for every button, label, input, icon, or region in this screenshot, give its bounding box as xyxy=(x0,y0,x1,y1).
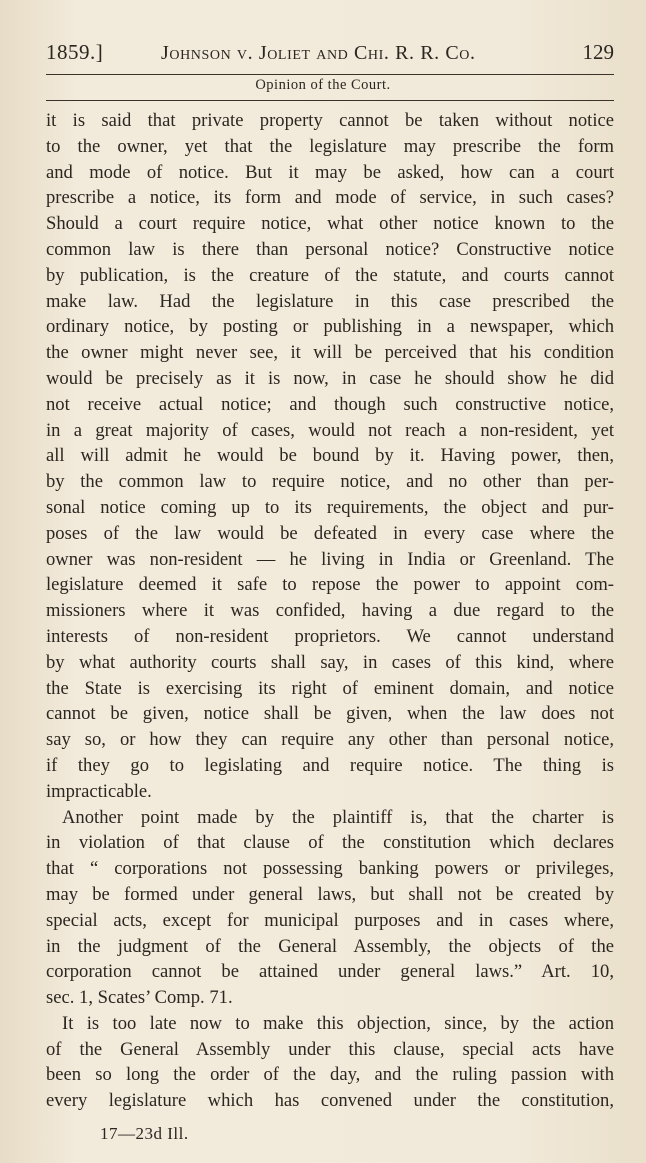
text-line: may be formed under general laws, but shall not be created by xyxy=(46,883,614,905)
text-line: every legislature which has convened under the constitution, xyxy=(46,1090,614,1112)
text-line: in a great majority of cases, would not reach a non-resident, yet xyxy=(46,419,614,441)
page-number: 129 xyxy=(582,40,614,64)
text-line: to the owner, yet that the legislature may prescribe the form xyxy=(46,135,614,157)
section-rule xyxy=(46,100,614,101)
running-header xyxy=(46,40,614,70)
text-line: it is said that private property cannot be taken without notice xyxy=(46,110,614,131)
text-line: owner was non-resident — he living in India or Greenland. The xyxy=(46,548,614,570)
text-line: if they go to legislating and require notice. The thing is xyxy=(46,754,614,776)
header-year: 1859.] xyxy=(46,40,104,64)
text-line: It is too late now to make this objection, since, by the action xyxy=(62,1012,614,1034)
text-line: Another point made by the plaintiff is, that the charter is xyxy=(62,806,614,828)
text-line: in the judgment of the General Assembly, the objects of the xyxy=(46,935,614,957)
running-title: Johnson v. Joliet and Chi. R. R. Co. xyxy=(161,42,476,64)
text-line: by publication, is the creature of the statute, and courts cannot xyxy=(46,264,614,286)
text-line: make law. Had the legislature in this case prescribed the xyxy=(46,290,614,312)
text-line: prescribe a notice, its form and mode of service, in such cases? xyxy=(46,187,614,209)
text-line: not receive actual notice; and though such constructive notice, xyxy=(46,393,614,415)
text-line: legislature deemed it safe to repose the power to appoint com- xyxy=(46,574,614,596)
text-line: by what authority courts shall say, in cases of this kind, where xyxy=(46,651,614,673)
section-heading: Opinion of the Court. xyxy=(255,77,391,93)
text-line: the State is exercising its right of eminent domain, and notice xyxy=(46,677,614,699)
text-line: common law is there than personal notice? Constructive notice xyxy=(46,238,614,260)
text-line: cannot be given, notice shall be given, when the law does not xyxy=(46,703,614,725)
text-line: Should a court require notice, what other notice known to the xyxy=(46,213,614,235)
body-text xyxy=(46,108,614,1114)
text-line: interests of non-resident proprietors. We cannot understand xyxy=(46,625,614,647)
text-line: corporation cannot be attained under general laws.” Art. 10, xyxy=(46,961,614,983)
text-line: ordinary notice, by posting or publishing in a newspaper, which xyxy=(46,316,614,338)
text-line: all will admit he would be bound by it. Having power, then, xyxy=(46,445,614,467)
text-line: by the common law to require notice, and no other than per- xyxy=(46,471,614,493)
text-line: and mode of notice. But it may be asked, how can a court xyxy=(46,161,614,183)
text-line: sonal notice coming up to its requirements, the object and pur- xyxy=(46,496,614,518)
text-line: poses of the law would be defeated in every case where the xyxy=(46,522,614,544)
text-line: special acts, except for municipal purposes and in cases where, xyxy=(46,909,614,931)
header-rule xyxy=(46,74,614,75)
text-line: been so long the order of the day, and the ruling passion with xyxy=(46,1064,614,1086)
text-line: impracticable. xyxy=(46,780,152,802)
text-line: of the General Assembly under this clause, special acts have xyxy=(46,1038,614,1060)
signature-mark: 17—23d Ill. xyxy=(100,1124,189,1143)
text-line: missioners where it was confided, having a due regard to the xyxy=(46,600,614,622)
text-line: say so, or how they can require any other than personal notice, xyxy=(46,729,614,751)
text-line: would be precisely as it is now, in case he should show he did xyxy=(46,367,614,389)
text-line: that “ corporations not possessing banking powers or privileges, xyxy=(46,858,614,880)
text-line: in violation of that clause of the constitution which declares xyxy=(46,832,614,854)
text-line: sec. 1, Scates’ Comp. 71. xyxy=(46,987,233,1009)
text-line: the owner might never see, it will be perceived that his condition xyxy=(46,342,614,364)
